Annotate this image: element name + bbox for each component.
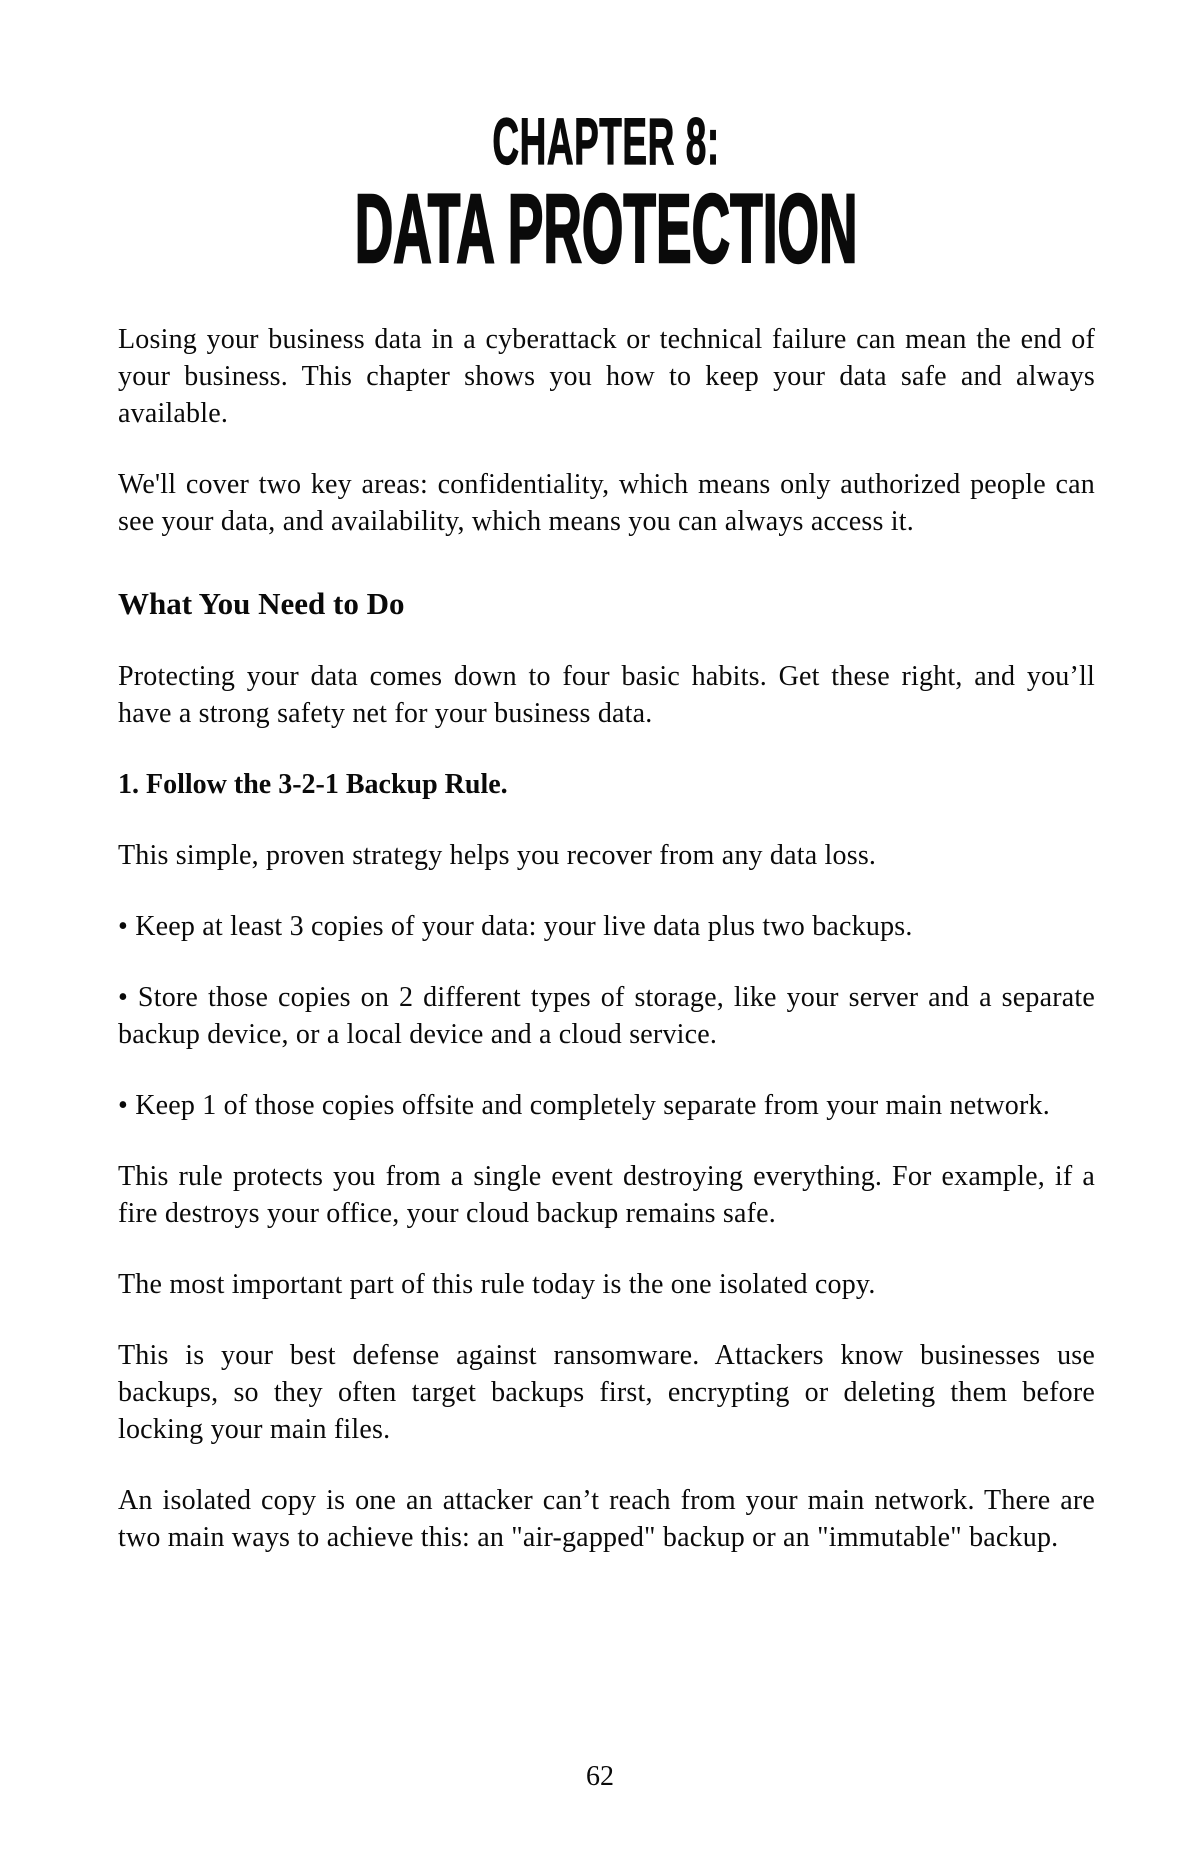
body-paragraph: This is your best defense against ransomware. Attackers know businesses use backups, so they often target backups first, encrypting or deleting them before locking your main files.: [118, 1340, 1095, 1445]
body-paragraph: This rule protects you from a single event destroying everything. For example, if a fire destroys your office, your cloud backup remains safe.: [118, 1161, 1095, 1229]
rule-subheading: 1. Follow the 3-2-1 Backup Rule.: [118, 769, 508, 800]
body-paragraph: Losing your business data in a cyberattack or technical failure can mean the end of your business. This chapter shows you how to keep your data safe and always available.: [118, 324, 1095, 429]
section-heading: What You Need to Do: [118, 586, 405, 621]
chapter-title-block: [118, 104, 1095, 283]
chapter-label-text: CHAPTER 8:: [492, 104, 721, 178]
body-paragraph: An isolated copy is one an attacker can’t reach from your main network. There are two main ways to achieve this: an "air-gapped" backup or an "immutable" backup.: [118, 1485, 1095, 1553]
body-paragraph: This simple, proven strategy helps you recover from any data loss.: [118, 840, 877, 871]
page-number: 62: [586, 1761, 614, 1792]
body-paragraph: The most important part of this rule today is the one isolated copy.: [118, 1269, 876, 1300]
bullet-item: • Keep 1 of those copies offsite and completely separate from your main network.: [118, 1090, 1050, 1121]
bullet-item: • Store those copies on 2 different types of storage, like your server and a separate backup device, or a local device and a cloud service.: [118, 982, 1095, 1050]
body-paragraph: Protecting your data comes down to four basic habits. Get these right, and you’ll have a strong safety net for your business data.: [118, 661, 1095, 729]
chapter-title-text: DATA PROTECTION: [355, 174, 858, 283]
body-paragraph: We'll cover two key areas: confidentiality, which means only authorized people can see your data, and availability, which means you can always access it.: [118, 469, 1095, 537]
chapter-label: [118, 104, 1095, 178]
body-text: [118, 321, 1095, 1556]
bullet-item: • Keep at least 3 copies of your data: your live data plus two backups.: [118, 911, 913, 942]
chapter-title: [118, 174, 1095, 283]
